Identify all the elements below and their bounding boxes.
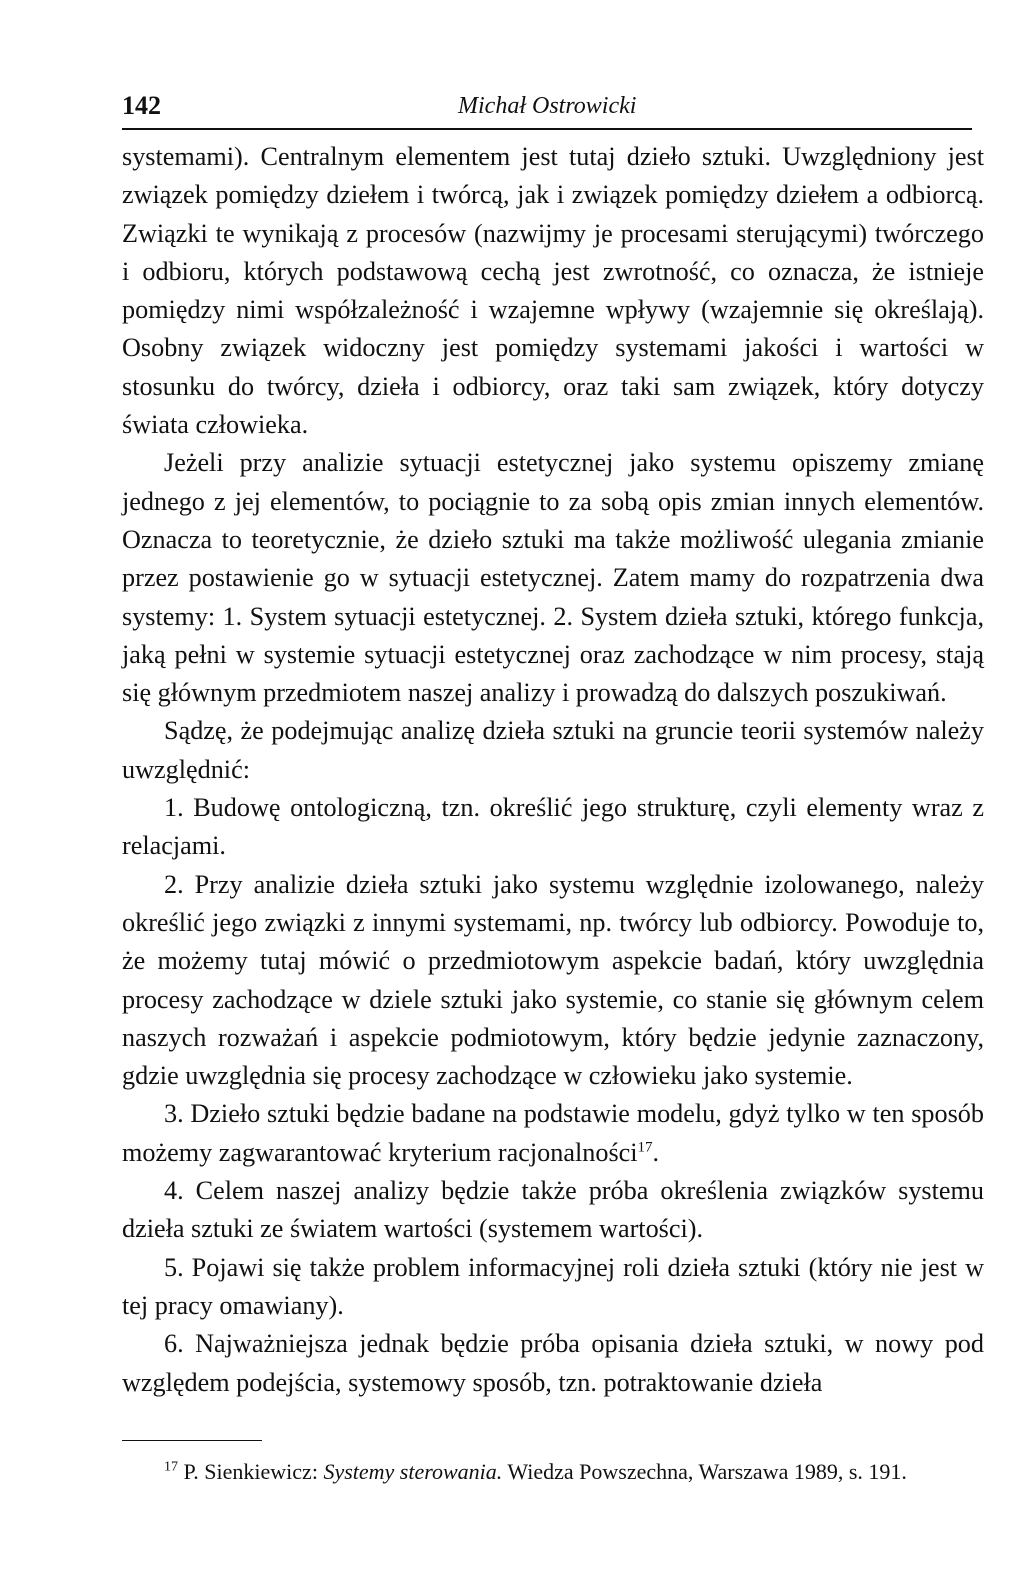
list-item: 5. Pojawi się także problem informacyjnej roli dzieła sztuki (który nie jest w tej pracy omawiany). [122,1252,984,1320]
footnote [122,1455,984,1489]
paragraph: Sądzę, że podejmując analizę dzieła sztuki na gruncie teorii systemów należy uwzględnić: [122,716,984,784]
list-item: 4. Celem naszej analizy będzie także próba określenia związków systemu dzieła sztuki ze światem wartości (systemem wartości). [122,1176,984,1244]
running-head [122,88,984,124]
list-item: 2. Przy analizie dzieła sztuki jako systemu względnie izolowanego, należy określić jego związki z innymi systemami, np. twórcy lub odbiorcy. Powoduje to, że możemy tutaj mówić o przedmiotowym aspekcie badań, który uwzględnia procesy zachodzące w dziele sztuki jako systemie, co stanie się głównym celem naszych rozważań i aspekcie podmiotowym, który będzie jedynie zaznaczony, gdzie uwzględnia się procesy zachodzące w człowieku jako systemie. [122,869,984,1091]
footnote-publication: Wiedza Powszechna, Warszawa 1989, s. 191. [507,1459,907,1485]
list-item: 6. Najważniejsza jednak będzie próba opisania dzieła sztuki, w nowy pod względem podejścia, systemowy sposób, tzn. potraktowanie dzieła [122,1329,984,1397]
running-head-author: Michał Ostrowicki [458,93,637,119]
page-number: 142 [122,91,161,120]
book-page [122,88,984,1489]
footnote-title: Systemy sterowania. [323,1459,503,1485]
footnote-rule [122,1440,262,1442]
list-item-text: 3. Dzieło sztuki będzie badane na podstawie modelu, gdyż tylko w ten sposób możemy zagwarantować kryterium racjonalności [122,1099,984,1167]
paragraph-continuation: systemami). Centralnym elementem jest tutaj dzieło sztuki. Uwzględniony jest związek pomiędzy dziełem i twórcą, jak i związek pomiędzy dziełem a odbiorcą. Związki te wynikają z procesów (nazwijmy je procesami sterującymi) twórczego i odbioru, których podstawową cechą jest zwrotność, co oznacza, że istnieje pomiędzy nimi współzależność i wzajemne wpływy (wzajemnie się określają). Osobny związek widoczny jest pomiędzy systemami jakości i wartości w stosunku do twórcy, dzieła i odbiorcy, oraz taki sam związek, który dotyczy świata człowieka. [122,142,984,440]
footnote-reference-period: . [652,1137,660,1167]
paragraph: Jeżeli przy analizie sytuacji estetycznej jako systemu opiszemy zmianę jednego z jej elementów, to pociągnie to za sobą opis zmian innych elementów. Oznacza to teoretycznie, że dzieło sztuki ma także możliwość ulegania zmianie przez postawienie go w sytuacji estetycznej. Zatem mamy do rozpatrzenia dwa systemy: 1. System sytuacji estetycznej. 2. System dzieła sztuki, którego funkcja, jaką pełni w systemie sytuacji estetycznej oraz zachodzące w nim procesy, stają się głównym przedmiotem naszej analizy i prowadzą do dalszych poszukiwań. [122,448,984,708]
body-text [122,138,984,1402]
footnote-author: P. Sienkiewicz: [183,1459,318,1485]
header-rule [122,128,972,130]
footnote-reference[interactable]: 17 [637,1138,653,1155]
list-item [122,1095,984,1172]
footnote-number: 17 [164,1459,178,1475]
list-item: 1. Budowę ontologiczną, tzn. określić jego strukturę, czyli elementy wraz z relacjami. [122,793,984,861]
